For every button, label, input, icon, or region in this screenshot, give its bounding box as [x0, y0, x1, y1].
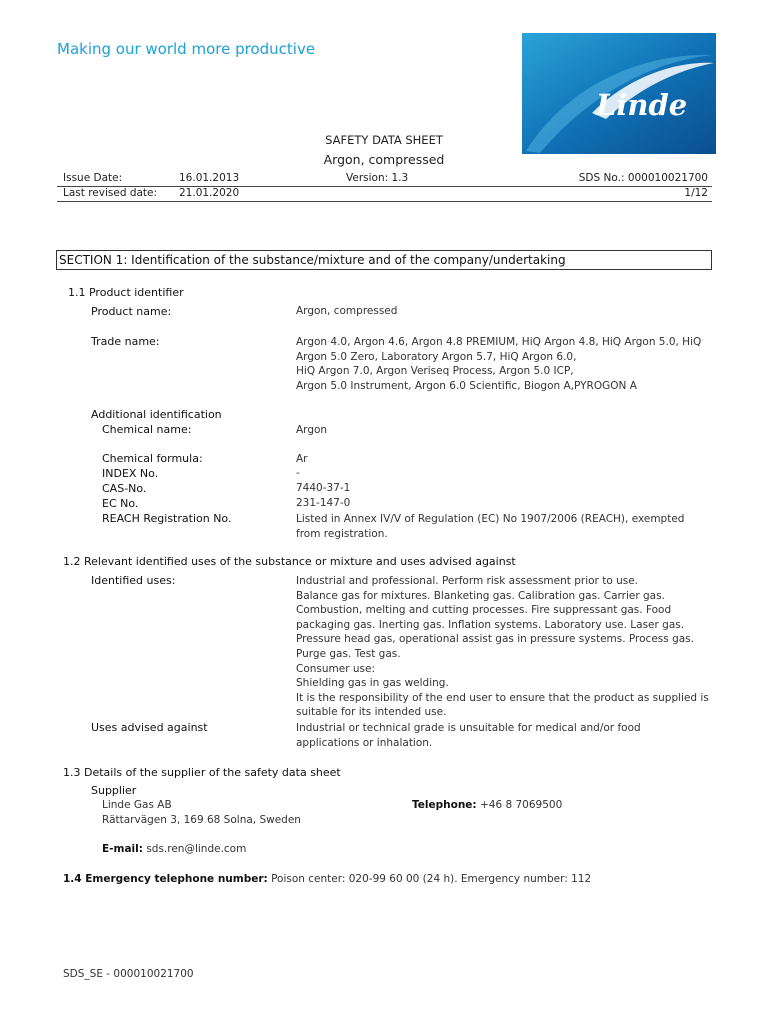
subsection-1-2-heading: 1.2 Relevant identified uses of the substance or mixture and uses advised against — [63, 555, 516, 568]
advised-against-line: Industrial or technical grade is unsuitable for medical and/or food — [296, 722, 641, 734]
subsection-1-3-heading: 1.3 Details of the supplier of the safety data sheet — [63, 766, 341, 779]
telephone-label: Telephone: — [412, 799, 477, 811]
subsection-1-4-heading: 1.4 Emergency telephone number: — [63, 873, 268, 885]
identified-use-line: It is the responsibility of the end user to ensure that the product as supplied is — [296, 691, 709, 704]
reach-line: Listed in Annex IV/V of Regulation (EC) No 1907/2006 (REACH), exempted — [296, 513, 685, 525]
logo-wordmark: Linde — [596, 88, 688, 122]
page-number: 1/12 — [684, 187, 708, 199]
product-name-value: Argon, compressed — [296, 305, 398, 317]
version: Version: 1.3 — [346, 172, 409, 184]
issue-date-label: Issue Date: — [63, 172, 123, 184]
trade-name-value — [296, 335, 701, 393]
email-label: E-mail: — [102, 843, 143, 855]
chemical-name-value: Argon — [296, 424, 328, 436]
index-no-label: INDEX No. — [102, 467, 159, 480]
supplier-address: Rättarvägen 3, 169 68 Solna, Sweden — [102, 814, 301, 826]
identified-use-line: packaging gas. Inerting gas. Inflation systems. Laboratory use. Laser gas. — [296, 618, 685, 631]
ec-no-value: 231-147-0 — [296, 497, 351, 509]
index-no-value: - — [296, 467, 300, 479]
chemical-formula-value: Ar — [296, 453, 308, 465]
revised-date: 21.01.2020 — [179, 187, 240, 199]
uses-advised-against-value — [296, 721, 641, 750]
revised-date-label: Last revised date: — [63, 187, 158, 199]
trade-name-line: HiQ Argon 7.0, Argon Veriseq Process, Argon 5.0 ICP, — [296, 365, 574, 378]
telephone-value: +46 8 7069500 — [479, 799, 563, 811]
identified-use-line: Combustion, melting and cutting processes. Fire suppressant gas. Food — [296, 604, 672, 617]
identified-uses-value — [296, 574, 709, 720]
meta-divider-bottom — [57, 201, 712, 202]
product-title: Argon, compressed — [323, 152, 445, 167]
trade-name-label: Trade name: — [91, 335, 160, 348]
section-1-header — [56, 250, 712, 270]
advised-against-line: applications or inhalation. — [296, 736, 433, 749]
email — [102, 843, 246, 855]
identified-use-line: suitable for its intended use. — [296, 706, 447, 719]
reach-registration-label: REACH Registration No. — [102, 512, 232, 525]
subsection-1-1-heading: 1.1 Product identifier — [68, 286, 184, 299]
email-link[interactable]: sds.ren@linde.com — [146, 843, 247, 855]
identified-use-line: Pressure head gas, operational assist gas in pressure systems. Process gas. — [296, 633, 694, 646]
identified-use-line: Industrial and professional. Perform risk assessment prior to use. — [296, 575, 638, 587]
identified-use-line: Balance gas for mixtures. Blanketing gas. Calibration gas. Carrier gas. — [296, 589, 665, 602]
additional-identification-label: Additional identification — [91, 408, 222, 421]
identified-use-line: Purge gas. Test gas. — [296, 647, 401, 660]
uses-advised-against-label: Uses advised against — [91, 721, 208, 734]
trade-name-line: Argon 4.0, Argon 4.6, Argon 4.8 PREMIUM, HiQ Argon 4.8, HiQ Argon 5.0, HiQ — [296, 336, 702, 348]
issue-date: 16.01.2013 — [179, 172, 240, 184]
tagline: Making our world more productive — [57, 40, 316, 58]
emergency-telephone-value: Poison center: 020-99 60 00 (24 h). Emergency number: 112 — [271, 873, 592, 885]
trade-name-line: Argon 5.0 Zero, Laboratory Argon 5.7, HiQ Argon 6.0, — [296, 350, 577, 363]
section-1-title: SECTION 1: Identification of the substance/mixture and of the company/undertaking — [59, 253, 566, 267]
product-name-label: Product name: — [91, 305, 172, 318]
trade-name-line: Argon 5.0 Instrument, Argon 6.0 Scientific, Biogon A,PYROGON A — [296, 379, 637, 392]
chemical-name-label: Chemical name: — [102, 423, 192, 436]
emergency-telephone — [63, 873, 591, 885]
supplier-label: Supplier — [91, 784, 137, 797]
doc-type-title: SAFETY DATA SHEET — [325, 133, 443, 147]
telephone — [412, 799, 562, 811]
identified-uses-label: Identified uses: — [91, 574, 176, 587]
supplier-company: Linde Gas AB — [102, 799, 172, 811]
chemical-formula-label: Chemical formula: — [102, 452, 203, 465]
reach-registration-value — [296, 512, 684, 541]
footer-doc-id: SDS_SE - 000010021700 — [63, 968, 194, 980]
identified-use-line: Consumer use: — [296, 662, 376, 675]
sds-number: SDS No.: 000010021700 — [578, 172, 708, 184]
identified-use-line: Shielding gas in gas welding. — [296, 677, 449, 690]
cas-no-label: CAS-No. — [102, 482, 147, 495]
cas-no-value: 7440-37-1 — [296, 482, 351, 494]
ec-no-label: EC No. — [102, 497, 139, 510]
reach-line: from registration. — [296, 527, 388, 540]
